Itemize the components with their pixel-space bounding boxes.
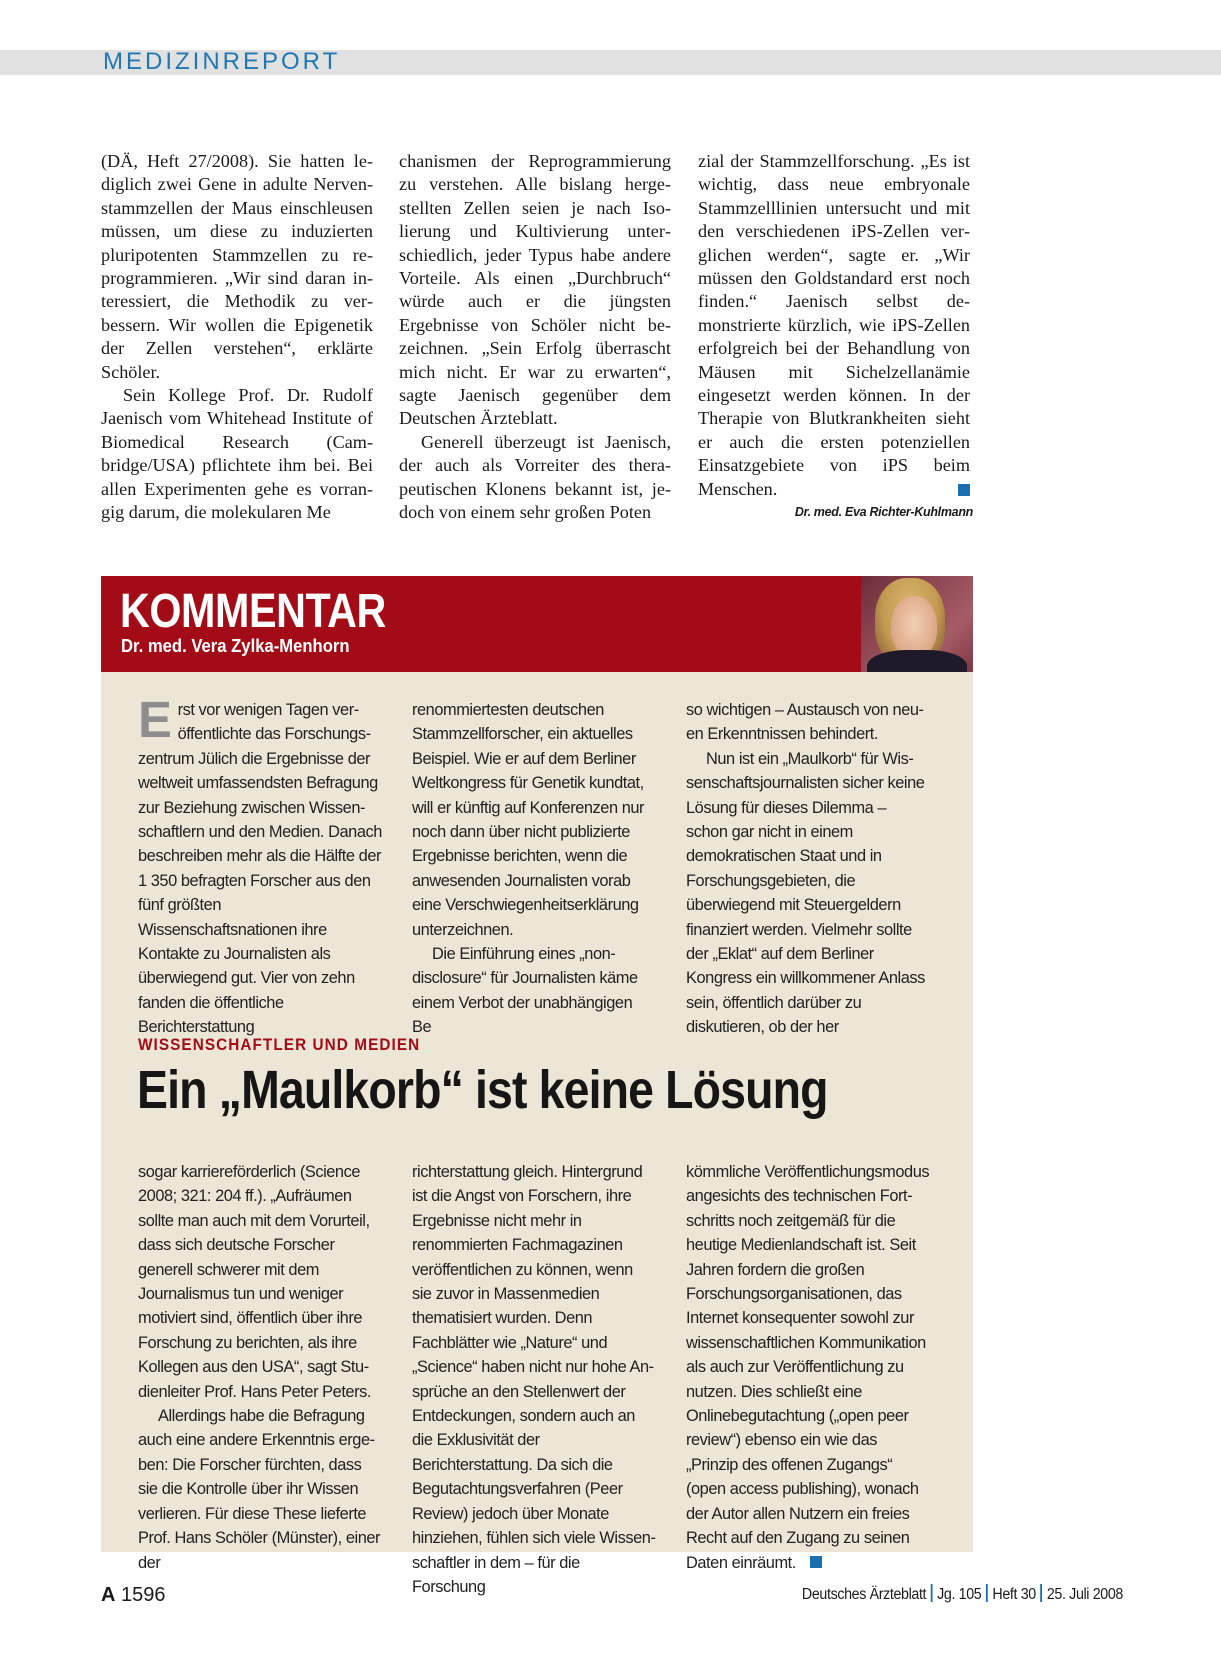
- comment-upper-column-2: [412, 698, 656, 1040]
- paragraph: renommiertesten deutschen Stammzellforscher, ein aktuelles Beispiel. Wie er auf dem Berliner Weltkongress für Genetik kundtat, will er künftig auf Konferenzen nur noch dann über nicht publizierte Ergebnisse berichten, wenn die anwesenden Journalisten vorab eine Verschwiegenheitserklärung unterzeichnen.: [412, 701, 645, 939]
- paragraph-text: kömmliche Veröffentlichungsmodus angesichts des technischen Fortschritts noch zeitgemäß für die heutige Medienlandschaft ist. Seit Jahren fordern die großen Forschungsorganisationen, das Internet konsequenter sowohl zur wissenschaftlichen Kommunikation als auch zur Veröffentlichung zu nutzen. Dies schließt eine Onlinebegutachtung („open peer review“) ebenso ein wie das „Prinzip des offenen Zugangs“ (open access publishing), wonach der Autor allen Nutzern ein freies Recht auf den Zugang zu seinen Daten einräumt.: [686, 1163, 930, 1572]
- article-byline: Dr. med. Eva Richter-Kuhlmann: [794, 505, 973, 519]
- page-prefix: A: [101, 1584, 116, 1606]
- paragraph: richterstattung gleich. Hintergrund ist die Angst von Forschern, ihre Ergebnisse nicht mehr in renommierten Fachmagazinen veröffentlichen zu können, wenn sie zuvor in Massenmedien thematisiert wurden. Denn Fachblätter wie „Nature“ und „Science“ haben nicht nur hohe Ansprüche an den Stellenwert der Entdeckungen, sondern auch an die Exklusivität der Berichterstattung. Da sich die Begutachtungsverfahren (Peer Review) jedoch über Monate hinziehen, fühlen sich viele Wissenschaftler in dem – für die Forschung: [412, 1163, 656, 1596]
- journal-date: 25. Juli 2008: [1046, 1586, 1123, 1603]
- square-end-marker-icon: [810, 1556, 822, 1568]
- paragraph: Generell überzeugt ist Jaenisch, der auch als Vorreiter des therapeutischen Klonens bekannt ist, jedoch von einem sehr großen Poten: [399, 431, 671, 523]
- paragraph-text: rst vor wenigen Tagen veröffentlichte das Forschungszentrum Jülich die Ergebnisse der weltweit umfassendsten Befragung zur Beziehung zwischen Wissenschaftlern und den Medien. Danach beschreiben mehr als die Hälfte der 1 350 befragten Forscher aus den fünf größten Wissenschaftsnationen ihre Kontakte zu Journalisten als überwiegend gut. Vier von zehn fanden die öffentliche Berichterstattung: [138, 701, 382, 1037]
- comment-lower-column-1: [138, 1160, 382, 1575]
- paragraph: Allerdings habe die Befragung auch eine andere Erkenntnis ergeben: Die Forscher fürchten, dass sie die Kontrolle über ihr Wissen verlieren. Für diese These lieferte Prof. Hans Schöler (Münster), einer der: [138, 1407, 381, 1572]
- journal-name: Deutsches Ärzteblatt: [801, 1586, 927, 1603]
- paragraph-text: zial der Stammzellforschung. „Es ist wichtig, dass neue embryonale Stammzelllinien untersucht und mit den verschiedenen iPS-Zellen verglichen werden“, sagte er. „Wir müssen den Goldstandard erst noch finden.“ Jaenisch selbst demonstrierte kürzlich, wie iPS-Zellen erfolgreich bei der Behandlung von Mäusen mit Sichelzellanämie eingesetzt werden können. In der Therapie von Blutkrankheiten sieht er auch die ersten potenziellen Einsatzgebiete von iPS beim Menschen.: [698, 151, 970, 499]
- comment-headline: Ein „Maulkorb“ ist keine Lösung: [137, 1060, 828, 1120]
- paragraph: [686, 1160, 930, 1575]
- comment-lower-column-3: [686, 1160, 930, 1575]
- footer-separator: [1040, 1584, 1042, 1602]
- journal-footer: [802, 1584, 1123, 1606]
- article-column-3: [698, 150, 970, 501]
- article-column-2: [399, 150, 671, 525]
- journal-issue: Heft 30: [992, 1586, 1036, 1603]
- page-number: [101, 1582, 166, 1608]
- footer-separator: [931, 1584, 933, 1602]
- square-end-marker-icon: [958, 484, 970, 496]
- author-portrait: [861, 576, 973, 672]
- comment-upper-column-3: [686, 698, 930, 1040]
- comment-upper-column-1: [138, 691, 382, 1040]
- paragraph: sogar karriereförderlich (Science 2008; 321: 204 ff.). „Aufräumen sollte man auch mit dem Vorurteil, dass sich deutsche Forscher generell schwerer mit dem Journalismus tun und weniger motiviert sind, öffentlich über ihre Forschung zu berichten, als ihre Kollegen aus den USA“, sagt Studienleiter Prof. Hans Peter Peters.: [138, 1163, 371, 1401]
- page-number-value: 1596: [121, 1584, 166, 1606]
- paragraph: (DÄ, Heft 27/2008). Sie hatten lediglich zwei Gene in adulte Nervenstammzellen der Maus einschleusen müssen, um diese zu induzierten pluripotenten Stammzellen zu reprogrammieren. „Wir sind daran interessiert, die Methodik zu verbessern. Wir wollen die Epigenetik der Zellen verstehen“, erklärte Schöler.: [101, 151, 373, 382]
- paragraph: Sein Kollege Prof. Dr. Rudolf Jaenisch vom Whitehead Institute of Biomedical Research (Cambridge/USA) pflichtete ihm bei. Bei allen Experimenten gehe es vorrangig darum, die molekularen Me: [101, 385, 373, 523]
- footer-separator: [986, 1584, 988, 1602]
- paragraph: [698, 150, 970, 501]
- comment-lower-column-2: [412, 1160, 656, 1599]
- comment-kicker: WISSENSCHAFTLER UND MEDIEN: [138, 1035, 421, 1054]
- paragraph: Nun ist ein „Maulkorb“ für Wissenschaftsjournalisten sicher keine Lösung für dieses Dilemma – schon gar nicht in einem demokratischen Staat und in Forschungsgebieten, die überwiegend mit Steuergeldern finanziert werden. Vielmehr sollte der „Eklat“ auf dem Berliner Kongress ein willkommener Anlass sein, öffentlich darüber zu diskutieren, ob der her: [686, 749, 925, 1037]
- paragraph: so wichtigen – Austausch von neuen Erkenntnissen behindert.: [686, 701, 925, 744]
- article-column-1: [101, 150, 373, 525]
- journal-volume: Jg. 105: [937, 1586, 982, 1603]
- comment-author: Dr. med. Vera Zylka-Menhorn: [121, 635, 350, 656]
- section-label: MEDIZINREPORT: [103, 48, 341, 75]
- drop-cap: E: [138, 691, 172, 748]
- paragraph: [138, 691, 382, 1040]
- paragraph: Die Einführung eines „nondisclosure“ für Journalisten käme einem Verbot der unabhängigen Be: [412, 945, 638, 1037]
- paragraph: chanismen der Reprogrammierung zu verstehen. Alle bislang hergestellten Zellen seien je nach Isolierung und Kultivierung unterschiedlich, jeder Typus habe andere Vorteile. Als einen „Durchbruch“ würde auch er die jüngsten Ergebnisse von Schöler nicht bezeichnen. „Sein Erfolg überrascht mich nicht. Er war zu erwarten“, sagte Jaenisch gegenüber dem Deutschen Ärzteblatt.: [399, 151, 671, 429]
- comment-title: KOMMENTAR: [120, 585, 386, 638]
